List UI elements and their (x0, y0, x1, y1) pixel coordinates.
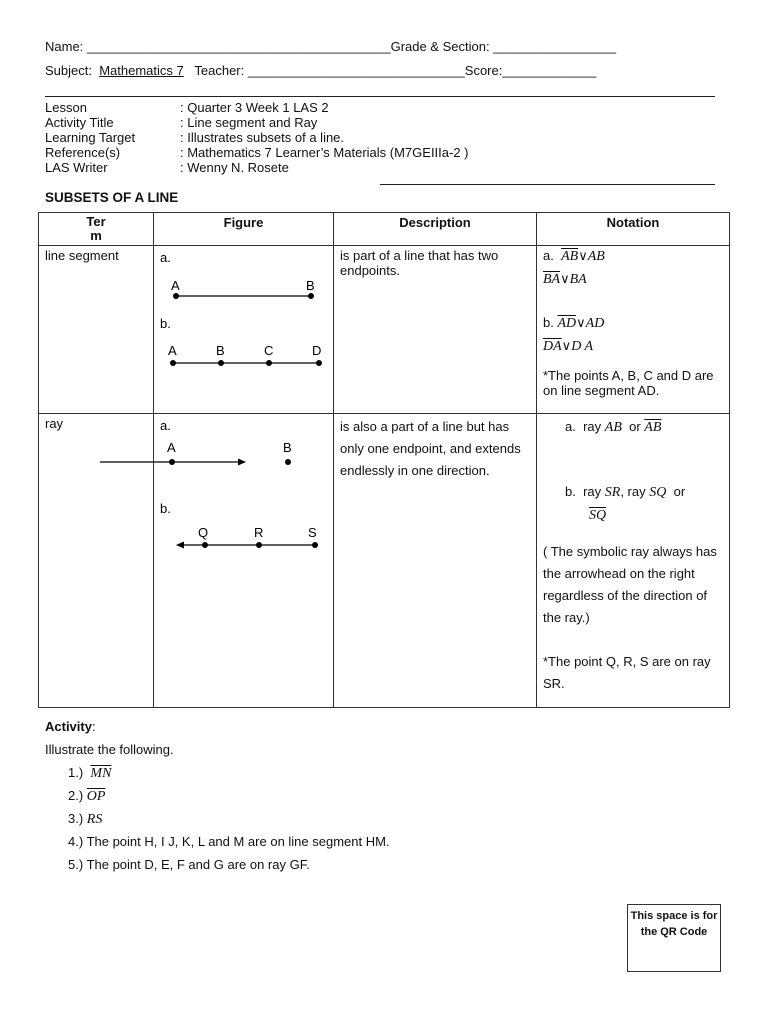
activity-heading (45, 719, 96, 734)
ray-notation-b2 (543, 504, 723, 527)
point-label-d2: D (312, 343, 322, 358)
or-word: or (673, 484, 686, 499)
ray-word: ray (583, 419, 602, 434)
or-symbol: ∨ (576, 315, 586, 330)
notation-prefix: a. (565, 419, 576, 434)
point-label-a: A (167, 440, 176, 455)
activity-item (68, 834, 390, 849)
point-b (308, 293, 314, 299)
segment-notation (537, 246, 730, 414)
ray-note1: ( The symbolic ray always has the arrowhead on the right regardless of the direction of the ray.) (543, 544, 717, 625)
info-value: : Wenny N. Rosete (180, 160, 289, 175)
ray-term: ray (39, 414, 154, 708)
segment-name: D A (571, 339, 594, 354)
point-b (285, 459, 291, 465)
info-label: Activity Title (45, 115, 114, 130)
activity-title: Activity (45, 719, 92, 734)
ray-symbol: $\overline{AB}$ (644, 420, 662, 435)
item-number: 3.) (68, 811, 84, 826)
fig-label-a: a. (160, 250, 171, 265)
point-label-q: Q (198, 525, 209, 540)
ray-symbol: $\overline{SQ}$ (589, 508, 607, 523)
point-d2 (316, 360, 322, 366)
activity-item (68, 765, 111, 782)
point-label-a: A (171, 278, 180, 293)
segment-symbol: $\overline{AD}$ (557, 316, 577, 331)
grade-field[interactable]: _________________ (493, 39, 617, 54)
subject-line (45, 63, 596, 78)
ray-name: AB (604, 420, 622, 435)
fig-label-b: b. (160, 316, 171, 331)
info-label: Learning Target (45, 130, 136, 145)
info-rule (380, 184, 715, 185)
activity-item (68, 811, 102, 828)
table-header-row (39, 213, 730, 246)
notation-prefix: b. (565, 484, 576, 499)
ray-word: ray (583, 484, 602, 499)
ray-word: , ray (620, 484, 646, 499)
or-symbol: ∨ (578, 248, 588, 263)
point-q (202, 542, 208, 548)
section-title: SUBSETS OF A LINE (45, 190, 179, 205)
point-a (169, 459, 175, 465)
activity-colon: : (91, 719, 96, 734)
segment-name: BA (569, 272, 587, 287)
teacher-label: Teacher: (194, 63, 245, 78)
name-line (45, 39, 616, 54)
name-field[interactable]: __________________________________________ (86, 39, 391, 54)
item-number: 4.) (68, 834, 84, 849)
name-label: Name: (45, 39, 84, 54)
fig-label-b: b. (160, 501, 171, 516)
subsets-table (38, 212, 730, 708)
notation-prefix: b. (543, 315, 554, 330)
point-label-b2: B (216, 343, 225, 358)
segment-description: is part of a line that has two endpoints. (334, 246, 537, 414)
info-label: Reference(s) (45, 145, 121, 160)
point-label-r: R (254, 525, 264, 540)
segment-symbol: $\overline{AB}$ (561, 249, 579, 264)
notation-a-line1 (543, 248, 723, 264)
segment-symbol: $\overline{BA}$ (543, 272, 561, 287)
activity-item (68, 788, 105, 805)
notation-b-line2 (543, 338, 723, 354)
item-symbol: $\overline{OP}$ (86, 789, 106, 804)
segment-note: *The points A, B, C and D are on line segment AD. (543, 368, 714, 398)
item-symbol: RS (86, 812, 103, 827)
point-label-b: B (306, 278, 315, 293)
point-label-c2: C (264, 343, 274, 358)
ray-name: SR (604, 485, 621, 500)
qr-code-box: This space is for the QR Code (627, 904, 721, 972)
or-symbol: ∨ (561, 338, 572, 353)
point-c2 (266, 360, 272, 366)
segment-figure (154, 246, 334, 414)
segment-name: AD (585, 316, 605, 331)
notation-a-line2 (543, 271, 723, 287)
notation-header: Notation (537, 213, 730, 246)
notation-prefix: a. (543, 248, 554, 263)
point-b2 (218, 360, 224, 366)
ray-description: is also a part of a line but has only one endpoint, and extends endlessly in one direction. (334, 414, 537, 708)
term-header-text2: m (90, 228, 102, 243)
info-label: Lesson (45, 100, 87, 115)
item-number: 2.) (68, 788, 84, 803)
segment-figure-svg (154, 246, 334, 410)
notation-b-line1 (543, 315, 723, 331)
point-label-s: S (308, 525, 317, 540)
grade-label: Grade & Section: (390, 39, 490, 54)
teacher-field[interactable]: ______________________________ (247, 63, 465, 78)
ray-name: SQ (649, 485, 667, 500)
segment-symbol: $\overline{DA}$ (543, 339, 562, 354)
info-value: : Line segment and Ray (180, 115, 318, 130)
arrowhead-icon (176, 542, 184, 549)
segment-name: AB (587, 249, 605, 264)
segment-term: line segment (39, 246, 154, 414)
or-symbol: ∨ (560, 271, 570, 286)
item-number: 5.) (68, 857, 84, 872)
info-value: : Quarter 3 Week 1 LAS 2 (180, 100, 329, 115)
activity-instruction: Illustrate the following. (45, 742, 174, 757)
point-a2 (170, 360, 176, 366)
ray-notation (537, 414, 730, 708)
ray-figure (154, 414, 334, 708)
activity-item (68, 857, 310, 872)
item-text: The point D, E, F and G are on ray GF. (86, 857, 310, 872)
point-label-a2: A (168, 343, 177, 358)
point-r (256, 542, 262, 548)
item-text: The point H, I J, K, L and M are on line segment HM. (86, 834, 390, 849)
subject-value: Mathematics 7 (99, 63, 184, 78)
ray-notation-b (543, 481, 723, 504)
point-a (173, 293, 179, 299)
ray-note2: *The point Q, R, S are on ray SR. (543, 654, 711, 691)
info-value: : Mathematics 7 Learner’s Materials (M7GEIIIa-2 ) (180, 145, 469, 160)
table-row-segment (39, 246, 730, 414)
term-header-text: Ter (86, 214, 106, 229)
figure-header: Figure (154, 213, 334, 246)
point-s (312, 542, 318, 548)
score-label: Score: (464, 63, 503, 78)
info-label: LAS Writer (45, 160, 108, 175)
ray-notation-a (543, 416, 723, 439)
item-symbol: $\overline{MN}$ (90, 766, 112, 781)
point-label-b: B (283, 440, 292, 455)
item-number: 1.) (68, 765, 84, 780)
arrowhead-icon (238, 459, 246, 466)
top-rule (45, 96, 715, 97)
table-row-ray (39, 414, 730, 708)
ray-figure-svg (154, 414, 334, 704)
description-header: Description (334, 213, 537, 246)
term-header (39, 213, 154, 246)
fig-label-a: a. (160, 418, 171, 433)
or-word: or (629, 419, 641, 434)
subject-label: Subject: (45, 63, 92, 78)
score-field[interactable]: _____________ (502, 63, 597, 78)
info-value: : Illustrates subsets of a line. (180, 130, 345, 145)
